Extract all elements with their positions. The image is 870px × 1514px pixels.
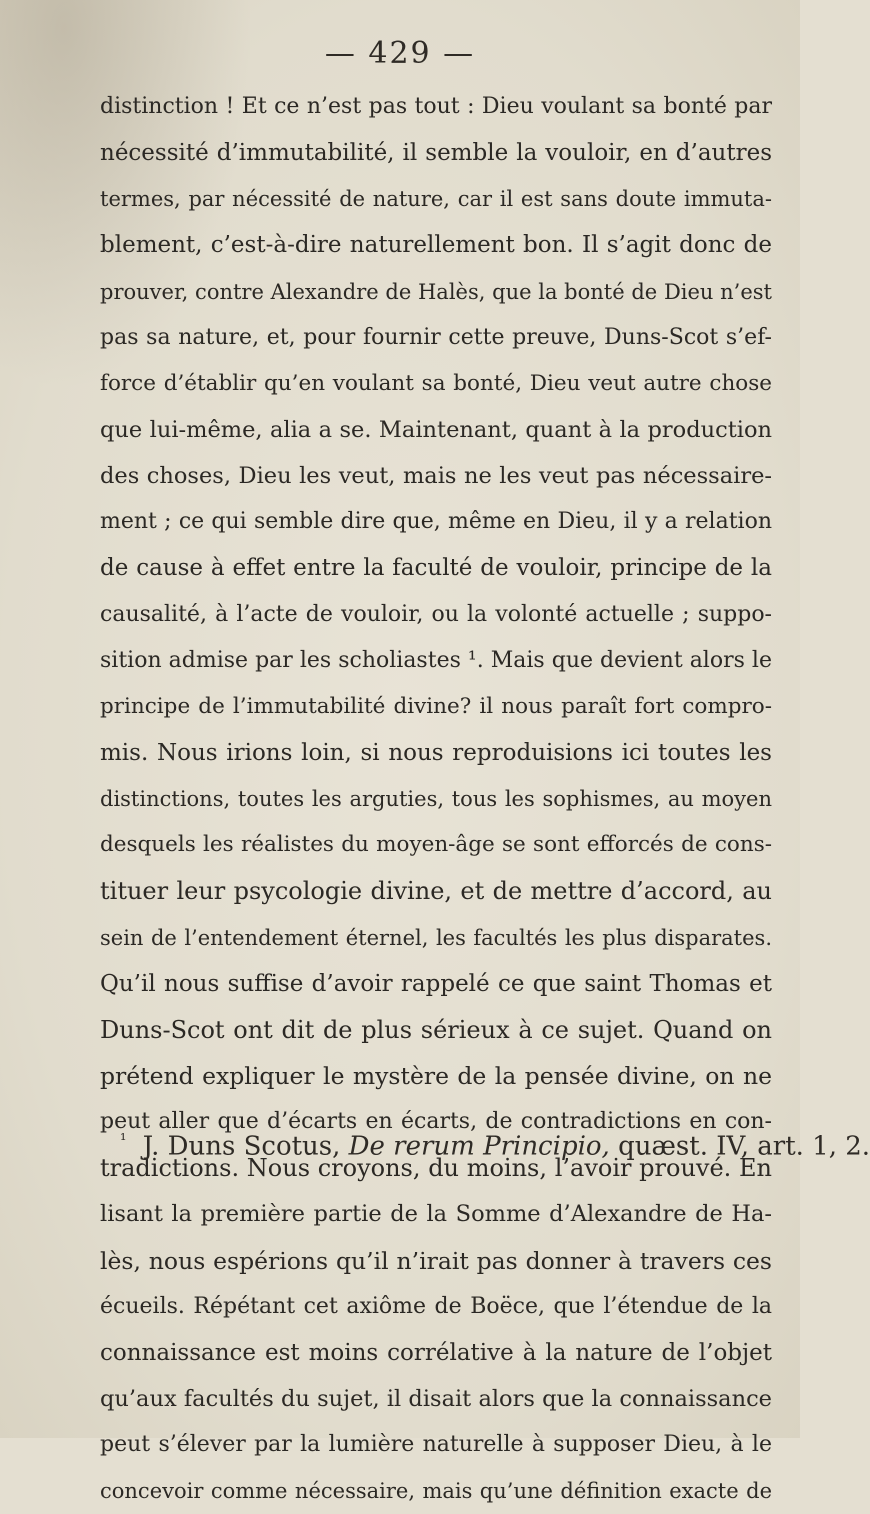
text-line: sein de l’entendement éternel, les facultés les plus disparates. (100, 925, 772, 950)
text-line: lès, nous espérions qu’il n’irait pas donner à travers ces (100, 1246, 772, 1275)
text-line: mis. Nous irions loin, si nous reproduisions ici toutes les (100, 739, 772, 766)
text-line: ment ; ce qui semble dire que, même en Dieu, il y a relation (100, 509, 772, 535)
text-line: distinctions, toutes les arguties, tous les sophismes, au moyen (100, 787, 772, 812)
text-line: prouver, contre Alexandre de Halès, que la bonté de Dieu n’est (100, 279, 772, 304)
text-line: Qu’il nous suffise d’avoir rappelé ce que saint Thomas et (100, 970, 772, 997)
text-line: prétend expliquer le mystère de la pensée divine, on ne (100, 1061, 772, 1090)
text-line: peut s’élever par la lumière naturelle à supposer Dieu, à le (100, 1432, 772, 1458)
text-line: peut aller que d’écarts en écarts, de contradictions en con- (100, 1109, 772, 1135)
text-line: de cause à effet entre la faculté de vouloir, principe de la (100, 555, 772, 582)
text-line: sition admise par les scholiastes ¹. Mais que devient alors le (100, 647, 772, 673)
text-line: desquels les réalistes du moyen-âge se sont efforcés de cons- (100, 832, 772, 858)
footnote-marker: ¹ (120, 1130, 127, 1149)
text-line: qu’aux facultés du sujet, il disait alors que la connaissance (100, 1385, 772, 1412)
text-line: lisant la première partie de la Somme d’Alexandre de Ha- (100, 1201, 772, 1228)
footnote-reference: quæst. IV, art. 1, 2. (618, 1131, 870, 1162)
text-line: que lui-même, alia a se. Maintenant, quant à la production (100, 416, 772, 443)
footnote-title: De rerum Principio, (348, 1131, 610, 1162)
text-line: nécessité d’immutabilité, il semble la vouloir, en d’autres (100, 140, 772, 167)
text-line: distinction ! Et ce n’est pas tout : Dieu voulant sa bonté par (100, 94, 772, 119)
text-line: force d’établir qu’en voulant sa bonté, Dieu veut autre chose (100, 370, 772, 396)
text-line: termes, par nécessité de nature, car il est sans doute immuta- (100, 187, 772, 212)
footnote (120, 1130, 870, 1162)
text-line: tituer leur psycologie divine, et de mettre d’accord, au (100, 877, 772, 906)
text-line: des choses, Dieu les veut, mais ne les veut pas nécessaire- (100, 463, 772, 490)
text-line: tradictions. Nous croyons, du moins, l’avoir prouvé. En (100, 1154, 772, 1183)
text-line: blement, c’est-à-dire naturellement bon. Il s’agit donc de (100, 232, 772, 259)
text-line: pas sa nature, et, pour fournir cette preuve, Duns-Scot s’ef- (100, 324, 772, 350)
text-line: principe de l’immutabilité divine? il nous paraît fort compro- (100, 693, 772, 719)
text-line: concevoir comme nécessaire, mais qu’une définition exacte de (100, 1479, 772, 1504)
text-line: Duns-Scot ont dit de plus sérieux à ce sujet. Quand on (100, 1015, 772, 1044)
page-number (0, 36, 800, 71)
page-folio: — 429 — (324, 36, 476, 71)
text-line: connaissance est moins corrélative à la nature de l’objet (100, 1339, 772, 1366)
body-text (100, 84, 772, 1514)
footnote-author: J. Duns Scotus, (142, 1131, 341, 1162)
text-line: écueils. Répétant cet axiôme de Boëce, que l’étendue de la (100, 1293, 772, 1319)
text-line: causalité, à l’acte de vouloir, ou la volonté actuelle ; suppo- (100, 601, 772, 627)
